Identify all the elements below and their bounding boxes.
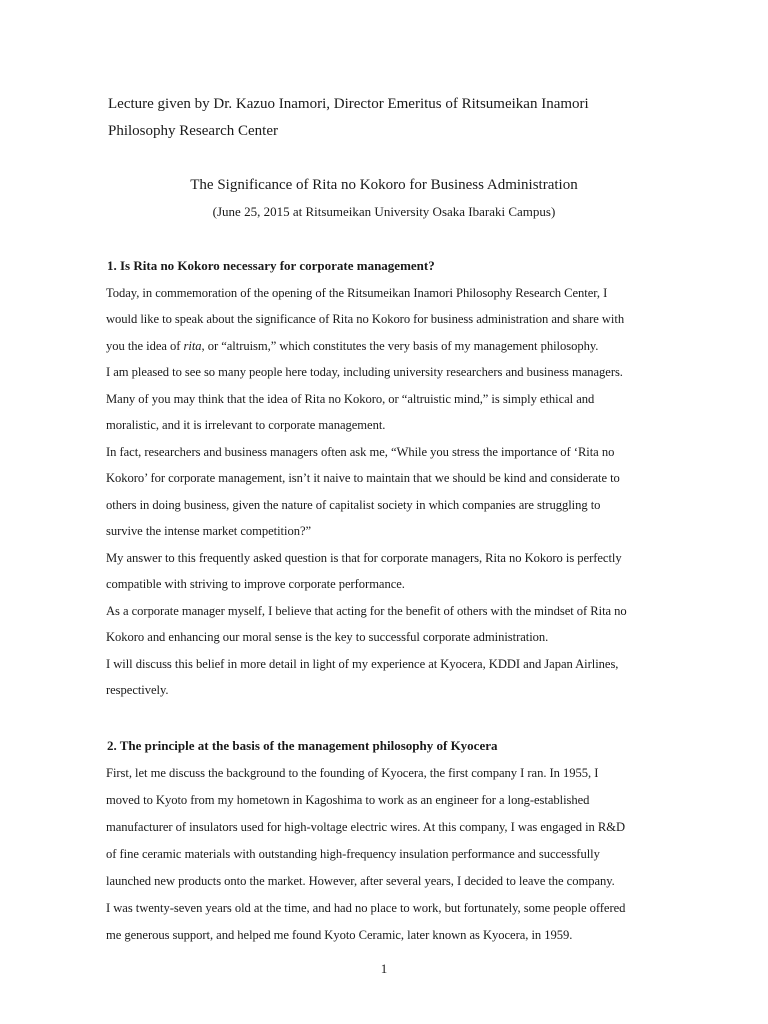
header-line-1: Lecture given by Dr. Kazuo Inamori, Director Emeritus of Ritsumeikan Inamori	[108, 96, 589, 112]
paragraph-line: First, let me discuss the background to the founding of Kyocera, the first company I ran. In 1955, I	[106, 766, 599, 780]
paragraph-line: would like to speak about the significance of Rita no Kokoro for business administration and share with	[106, 312, 625, 326]
document-title: The Significance of Rita no Kokoro for Business Administration	[190, 177, 578, 193]
page-number: 1	[380, 961, 388, 976]
text-segment: you the idea of	[106, 339, 184, 353]
section-1-heading: 1. Is Rita no Kokoro necessary for corporate management?	[107, 258, 435, 273]
paragraph-line: I was twenty-seven years old at the time, and had no place to work, but fortunately, some people offered	[106, 901, 626, 915]
italic-term-rita: rita	[183, 339, 202, 353]
paragraph-line: compatible with striving to improve corporate performance.	[106, 577, 405, 591]
paragraph-line: My answer to this frequently asked question is that for corporate managers, Rita no Kokoro is perfectly	[106, 551, 622, 565]
paragraph-line: of fine ceramic materials with outstanding high-frequency insulation performance and successfully	[106, 847, 600, 861]
paragraph-line: Many of you may think that the idea of Rita no Kokoro, or “altruistic mind,” is simply ethical and	[106, 392, 595, 406]
paragraph-line: Today, in commemoration of the opening of the Ritsumeikan Inamori Philosophy Research Center, I	[106, 286, 608, 300]
paragraph-line: moralistic, and it is irrelevant to corporate management.	[106, 418, 386, 432]
paragraph-line	[106, 337, 598, 355]
document-subtitle: (June 25, 2015 at Ritsumeikan University Osaka Ibaraki Campus)	[212, 204, 556, 219]
paragraph-line: survive the intense market competition?”	[106, 524, 312, 538]
paragraph-line: As a corporate manager myself, I believe that acting for the benefit of others with the mindset of Rita no	[106, 604, 627, 618]
paragraph-line: Kokoro’ for corporate management, isn’t it naive to maintain that we should be kind and considerate to	[106, 471, 620, 485]
paragraph-line: moved to Kyoto from my hometown in Kagoshima to work as an engineer for a long-established	[106, 793, 590, 807]
section-2-heading: 2. The principle at the basis of the management philosophy of Kyocera	[107, 738, 498, 753]
paragraph-line: Kokoro and enhancing our moral sense is the key to successful corporate administration.	[106, 630, 549, 644]
paragraph-line: respectively.	[106, 683, 169, 697]
header-line-2: Philosophy Research Center	[108, 123, 278, 139]
paragraph-line: I am pleased to see so many people here today, including university researchers and business managers.	[106, 365, 623, 379]
paragraph-line: me generous support, and helped me found Kyoto Ceramic, later known as Kyocera, in 1959.	[106, 928, 573, 942]
paragraph-line: others in doing business, given the nature of capitalist society in which companies are struggling to	[106, 498, 601, 512]
paragraph-line: manufacturer of insulators used for high-voltage electric wires. At this company, I was engaged in R&D	[106, 820, 626, 834]
paragraph-line: In fact, researchers and business managers often ask me, “While you stress the importance of ‘Rita no	[106, 445, 615, 459]
paragraph-line: launched new products onto the market. However, after several years, I decided to leave the company.	[106, 874, 615, 888]
text-segment: , or “altruism,” which constitutes the very basis of my management philosophy.	[201, 339, 599, 353]
paragraph-line: I will discuss this belief in more detail in light of my experience at Kyocera, KDDI and Japan Airlines,	[106, 657, 619, 671]
